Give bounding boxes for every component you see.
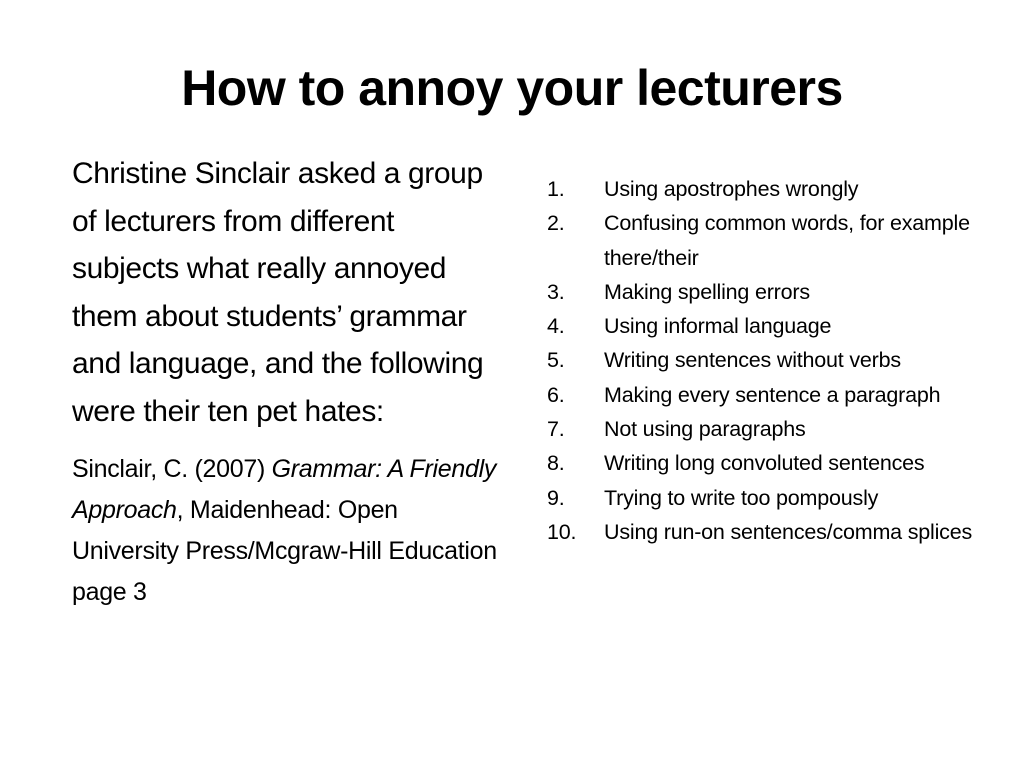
list-item-number: 2.: [547, 211, 565, 236]
list-item-number: 8.: [547, 451, 565, 476]
list-item: [547, 172, 987, 206]
list-item-text: Using informal language: [604, 314, 832, 339]
list-item-text: Trying to write too pompously: [604, 485, 879, 510]
list-item-number: 5.: [547, 348, 565, 373]
list-item-number: 9.: [547, 485, 565, 510]
list-item: [547, 275, 987, 309]
left-column: [72, 150, 502, 613]
reference-prefix: Sinclair, C. (2007): [72, 455, 272, 483]
list-item-number: 7.: [547, 417, 565, 442]
list-item: [547, 481, 987, 515]
list-item-number: 1.: [547, 177, 565, 201]
list-item-text: Using run-on sentences/comma splices: [604, 519, 973, 544]
list-item-text: Confusing common words, for example there/their: [604, 211, 970, 270]
list-item-text: Making spelling errors: [604, 279, 810, 304]
list-item-number: 10.: [547, 519, 577, 544]
reference-suffix: , Maidenhead: Open University Press/Mcgraw-Hill Education page 3: [72, 496, 497, 606]
list-item-text: Writing long convoluted sentences: [604, 451, 925, 476]
reference-citation: [72, 449, 502, 613]
list-item-number: 3.: [547, 279, 565, 304]
list-item: [547, 309, 987, 343]
list-item-text: Writing sentences without verbs: [604, 348, 901, 373]
slide-title: How to annoy your lecturers: [181, 60, 843, 116]
list-item: [547, 206, 987, 275]
list-item-text: Not using paragraphs: [604, 417, 806, 442]
list-item: [547, 343, 987, 377]
list-item: [547, 412, 987, 446]
reference-book-title: Grammar: A Friendly Approach: [72, 455, 497, 524]
intro-text: Christine Sinclair asked a group of lecturers from different subjects what really annoyed them about students’ grammar and language, and the following were their ten pet hates:: [72, 157, 484, 428]
list-item: [547, 446, 987, 480]
pet-hates-list: [547, 172, 987, 549]
list-item-number: 6.: [547, 382, 565, 407]
list-item-number: 4.: [547, 314, 565, 339]
right-column: [547, 172, 987, 549]
list-item: [547, 378, 987, 412]
list-item: [547, 515, 987, 549]
list-item-text: Making every sentence a paragraph: [604, 382, 941, 407]
list-item-text: Using apostrophes wrongly: [604, 177, 859, 201]
